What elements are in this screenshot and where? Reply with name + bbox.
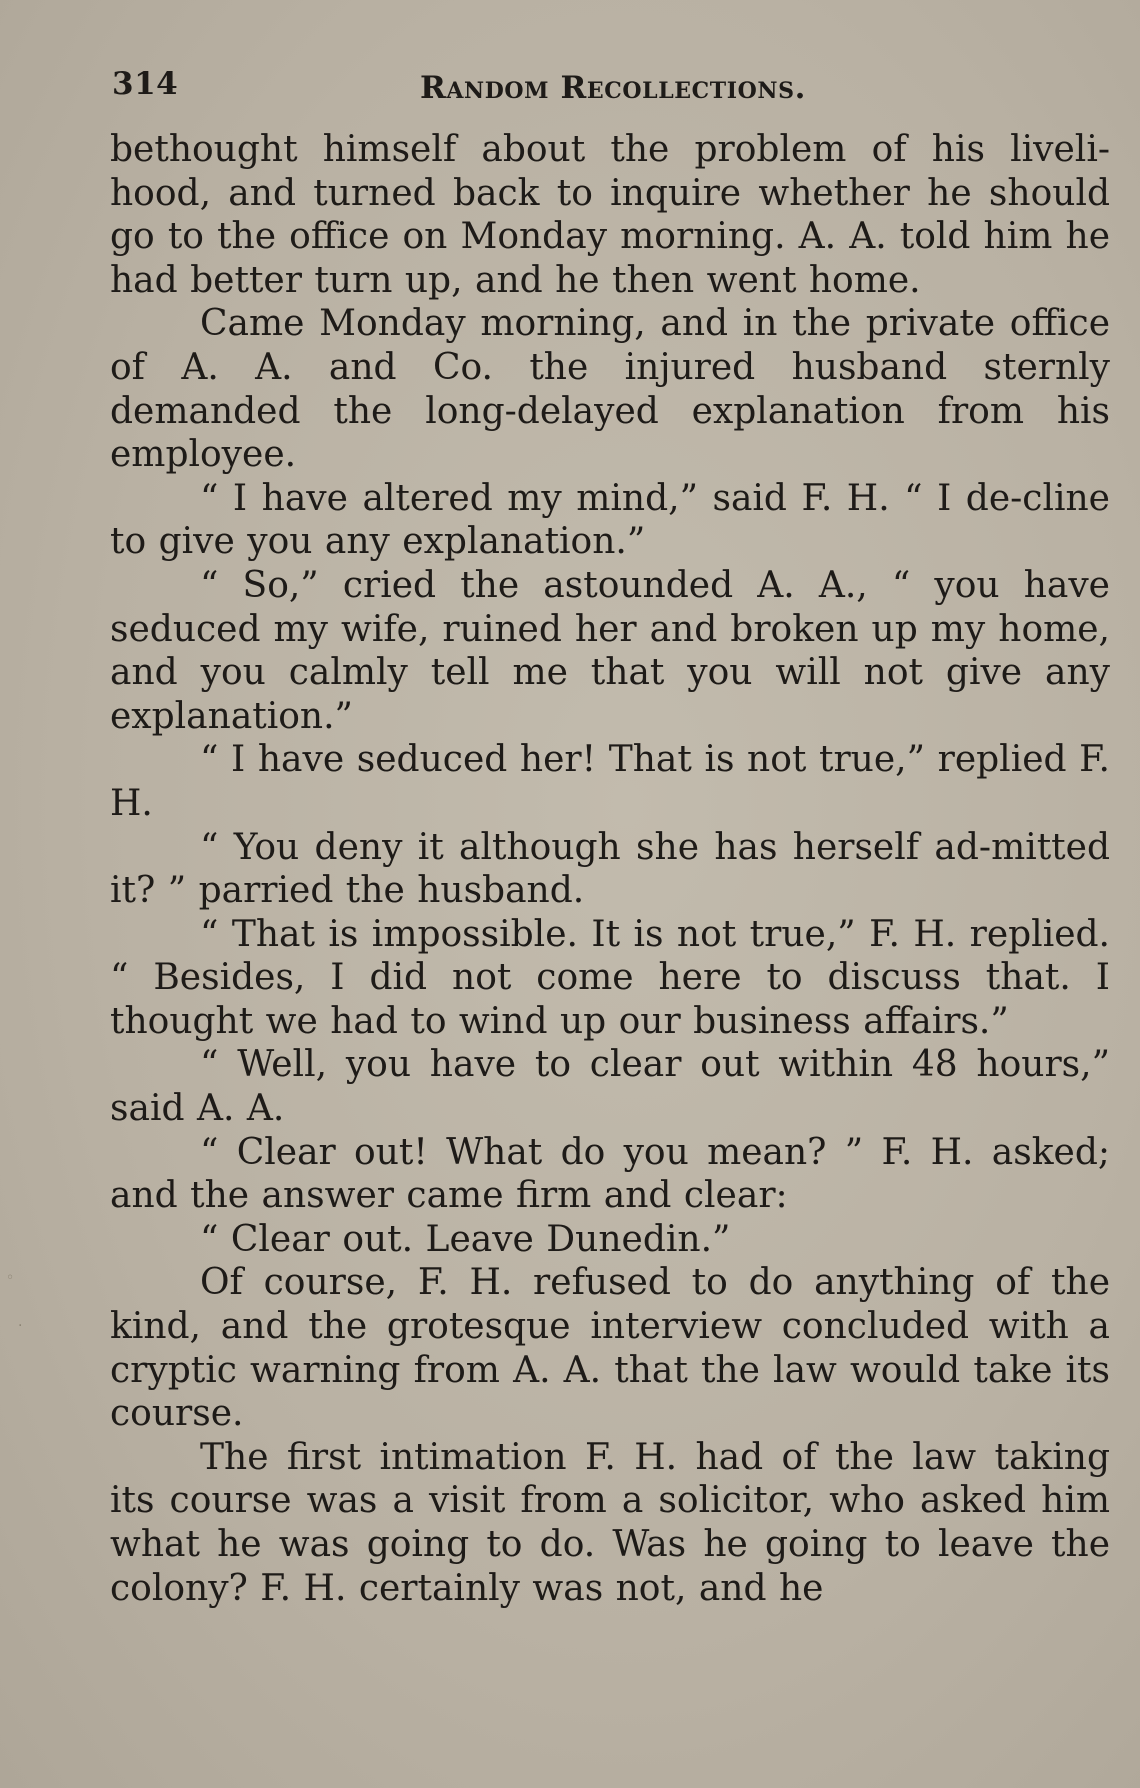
paragraph: “ You deny it although she has herself ad-mitted it? ” parried the husband.: [110, 826, 1110, 912]
margin-speck: ◦: [6, 1270, 15, 1286]
paragraph: “ Clear out. Leave Dunedin.”: [200, 1218, 731, 1260]
paragraph: “ Clear out! What do you mean? ” F. H. asked; and the answer came firm and clear:: [110, 1131, 1110, 1217]
margin-speck: ·: [18, 1318, 23, 1334]
paragraph: Came Monday morning, and in the private office of A. A. and Co. the injured husband sternly demanded the long-delayed explanation from his employee.: [110, 303, 1110, 476]
page-header: [112, 66, 1112, 110]
paragraph: “ Well, you have to clear out within 48 hours,” said A. A.: [110, 1044, 1110, 1130]
page-number: 314: [112, 66, 179, 102]
paragraph: Of course, F. H. refused to do anything of the kind, and the grotesque interview concluded with a cryptic warning from A. A. that the law would take its course.: [110, 1262, 1110, 1435]
paragraph: bethought himself about the problem of his liveli-hood, and turned back to inquire whether he should go to the office on Monday morning. A. A. told him he had better turn up, and he then went home.: [110, 129, 1110, 301]
paragraph: The first intimation F. H. had of the law taking its course was a visit from a solicitor, who asked him what he was going to do. Was he going to leave the colony? F. H. certainly was not, and he: [110, 1436, 1110, 1609]
paragraph: “ So,” cried the astounded A. A., “ you have seduced my wife, ruined her and broken up my home, and you calmly tell me that you will not give any explanation.”: [110, 564, 1110, 737]
paragraph: “ I have altered my mind,” said F. H. “ I de-cline to give you any explanation.”: [110, 477, 1110, 563]
paragraph: “ I have seduced her! That is not true,” replied F. H.: [110, 739, 1110, 824]
paragraph: “ That is impossible. It is not true,” F. H. replied. “ Besides, I did not come here to discuss that. I thought we had to wind up our business affairs.”: [110, 913, 1110, 1042]
body-text: [110, 128, 1110, 1610]
running-head: Random Recollections.: [420, 70, 806, 106]
